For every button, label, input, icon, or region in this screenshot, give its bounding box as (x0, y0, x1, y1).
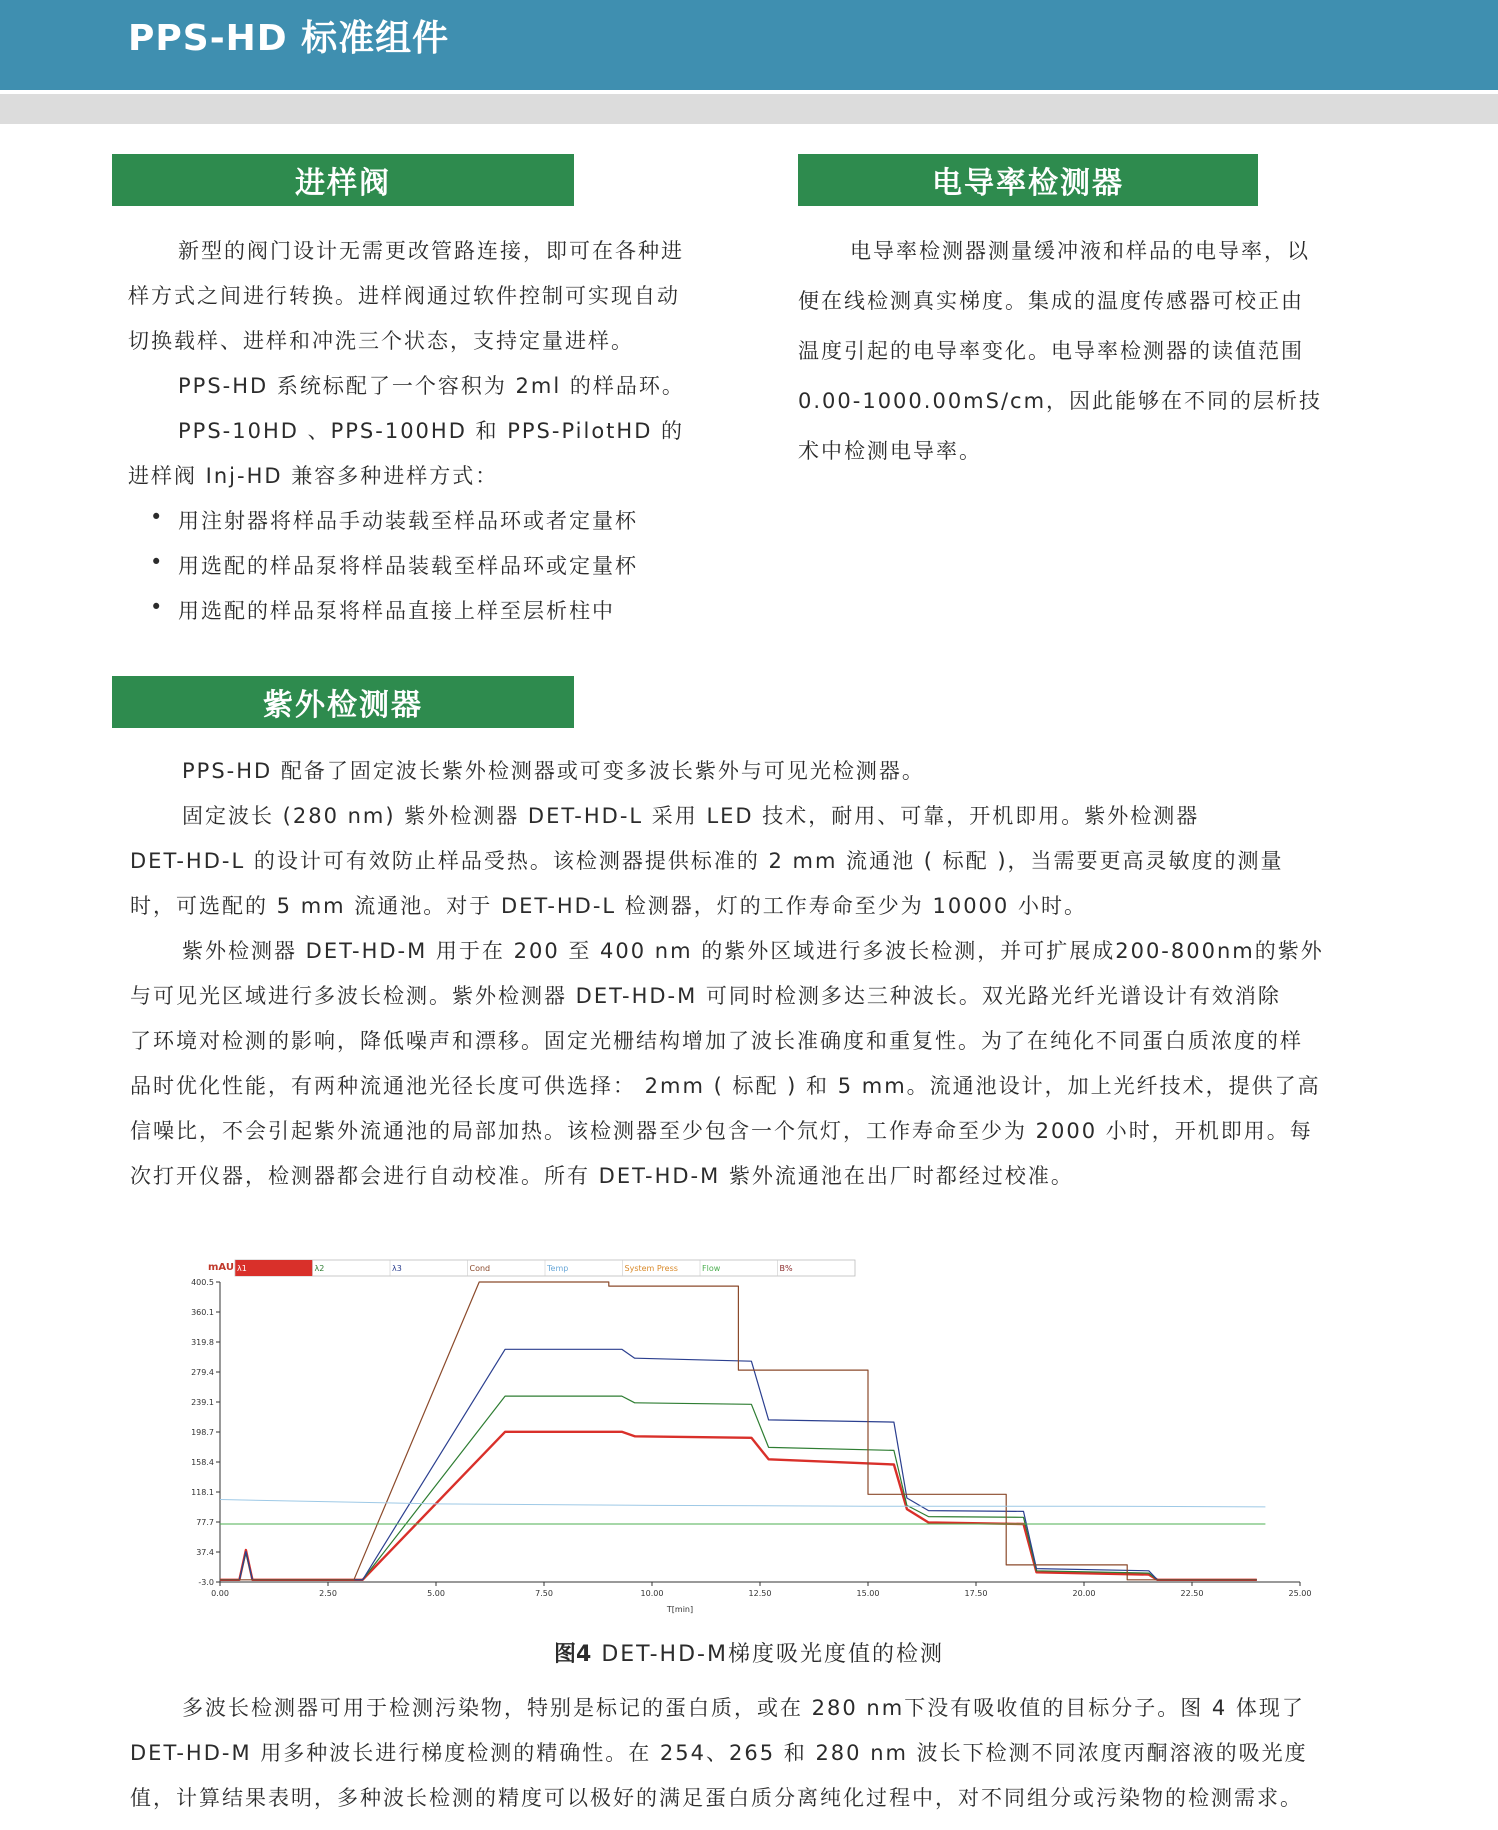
series-line (220, 1396, 1257, 1580)
y-tick-label: 400.5 (191, 1278, 214, 1287)
chromatogram-svg (190, 1252, 1320, 1622)
legend-entry: B% (779, 1264, 793, 1273)
legend-entry: Temp (547, 1264, 569, 1273)
legend-entry: λ1 (237, 1264, 247, 1273)
series-line (220, 1500, 1265, 1507)
x-tick-label: 20.00 (1072, 1589, 1096, 1598)
series-line (220, 1282, 1257, 1580)
y-tick-label: 239.1 (191, 1398, 214, 1407)
y-tick-label: 319.8 (191, 1338, 214, 1347)
conductivity-line: 便在线检测真实梯度。集成的温度传感器可校正由 (798, 289, 1304, 313)
section-heading-injection-valve: 进样阀 (112, 154, 574, 206)
figure-caption (0, 1637, 1498, 1668)
legend-entry: Flow (702, 1264, 721, 1273)
uv-detector-line: DET-HD-L 的设计可有效防止样品受热。该检测器提供标准的 2 mm 流通池 ( 标配 )，当需要更高灵敏度的测量 (130, 849, 1284, 873)
closing-line: DET-HD-M 用多种波长进行梯度检测的精确性。在 254、265 和 280 nm 波长下检测不同浓度丙酮溶液的吸光度 (130, 1741, 1308, 1765)
injection-valve-line: PPS-HD 系统标配了一个容积为 2ml 的样品环。 (178, 374, 685, 398)
legend-entry: λ3 (392, 1264, 402, 1273)
list-item: • 用选配的样品泵将样品直接上样至层析柱中 (178, 595, 615, 625)
y-tick-label: 158.4 (191, 1458, 214, 1467)
uv-detector-line: 时，可选配的 5 mm 流通池。对于 DET-HD-L 检测器，灯的工作寿命至少为 10000 小时。 (130, 894, 1087, 918)
x-tick-label: 5.00 (427, 1589, 445, 1598)
uv-detector-line: PPS-HD 配备了固定波长紫外检测器或可变多波长紫外与可见光检测器。 (182, 759, 925, 783)
y-tick-label: 37.4 (196, 1548, 214, 1557)
section-heading-uv-detector: 紫外检测器 (112, 676, 574, 728)
x-tick-label: 10.00 (640, 1589, 664, 1598)
uv-detector-line: 次打开仪器，检测器都会进行自动校准。所有 DET-HD-M 紫外流通池在出厂时都经过校准。 (130, 1164, 1074, 1188)
y-axis-label: mAU (208, 1262, 234, 1273)
uv-detector-line: 品时优化性能，有两种流通池光径长度可供选择： 2mm ( 标配 ) 和 5 mm。流通池设计，加上光纤技术，提供了高 (130, 1074, 1321, 1098)
x-tick-label: 12.50 (748, 1589, 772, 1598)
series-line (220, 1349, 1257, 1580)
uv-detector-line: 紫外检测器 DET-HD-M 用于在 200 至 400 nm 的紫外区域进行多波长检测，并可扩展成200-800nm的紫外 (182, 939, 1324, 963)
closing-line: 多波长检测器可用于检测污染物，特别是标记的蛋白质，或在 280 nm下没有吸收值的目标分子。图 4 体现了 (182, 1696, 1305, 1720)
y-tick-label: 360.1 (191, 1308, 214, 1317)
closing-line: 值，计算结果表明，多种波长检测的精度可以极好的满足蛋白质分离纯化过程中，对不同组分或污染物的检测需求。 (130, 1786, 1303, 1810)
chromatogram-chart (190, 1252, 1320, 1622)
x-axis-label: T[min] (666, 1605, 694, 1614)
uv-detector-line: 了环境对检测的影响，降低噪声和漂移。固定光栅结构增加了波长准确度和重复性。为了在纯化不同蛋白质浓度的样 (130, 1029, 1303, 1053)
list-item: • 用注射器将样品手动装载至样品环或者定量杯 (178, 505, 638, 535)
header-divider (0, 94, 1498, 124)
y-tick-label: -3.0 (198, 1578, 214, 1587)
injection-valve-line: PPS-10HD 、PPS-100HD 和 PPS-PilotHD 的 (178, 419, 685, 443)
conductivity-line: 电导率检测器测量缓冲液和样品的电导率，以 (850, 239, 1310, 263)
list-item: • 用选配的样品泵将样品装载至样品环或定量杯 (178, 550, 638, 580)
conductivity-line: 温度引起的电导率变化。电导率检测器的读值范围 (798, 339, 1304, 363)
legend-entry: λ2 (314, 1264, 325, 1273)
x-tick-label: 17.50 (964, 1589, 988, 1598)
uv-detector-line: 固定波长 (280 nm) 紫外检测器 DET-HD-L 采用 LED 技术，耐用、可靠，开机即用。紫外检测器 (182, 804, 1200, 828)
x-tick-label: 22.50 (1180, 1589, 1204, 1598)
legend-entry: Cond (469, 1264, 491, 1273)
figure-caption-text: DET-HD-M梯度吸光度值的检测 (601, 1642, 944, 1667)
legend-entry: System Press (624, 1264, 678, 1273)
injection-valve-line: 进样阀 Inj-HD 兼容多种进样方式： (128, 464, 499, 488)
section-heading-conductivity: 电导率检测器 (798, 154, 1258, 206)
x-tick-label: 25.00 (1288, 1589, 1312, 1598)
x-tick-label: 2.50 (319, 1589, 337, 1598)
uv-detector-line: 与可见光区域进行多波长检测。紫外检测器 DET-HD-M 可同时检测多达三种波长。双光路光纤光谱设计有效消除 (130, 984, 1281, 1008)
y-tick-label: 77.7 (196, 1518, 214, 1527)
y-tick-label: 198.7 (191, 1428, 214, 1437)
x-tick-label: 0.00 (211, 1589, 229, 1598)
injection-valve-line: 切换载样、进样和冲洗三个状态，支持定量进样。 (128, 329, 634, 353)
y-tick-label: 118.1 (191, 1488, 214, 1497)
conductivity-line: 0.00-1000.00mS/cm，因此能够在不同的层析技 (798, 389, 1323, 413)
uv-detector-line: 信噪比，不会引起紫外流通池的局部加热。该检测器至少包含一个氘灯，工作寿命至少为 2000 小时，开机即用。每 (130, 1119, 1313, 1143)
injection-valve-line: 样方式之间进行转换。进样阀通过软件控制可实现自动 (128, 284, 680, 308)
conductivity-line: 术中检测电导率。 (798, 439, 982, 463)
y-tick-label: 279.4 (191, 1368, 214, 1377)
header-bar (0, 0, 1498, 90)
x-tick-label: 15.00 (856, 1589, 880, 1598)
x-tick-label: 7.50 (535, 1589, 553, 1598)
injection-valve-line: 新型的阀门设计无需更改管路连接，即可在各种进 (178, 239, 684, 263)
figure-caption-label: 图4 (554, 1642, 592, 1667)
page-title: PPS-HD 标准组件 (128, 18, 450, 59)
